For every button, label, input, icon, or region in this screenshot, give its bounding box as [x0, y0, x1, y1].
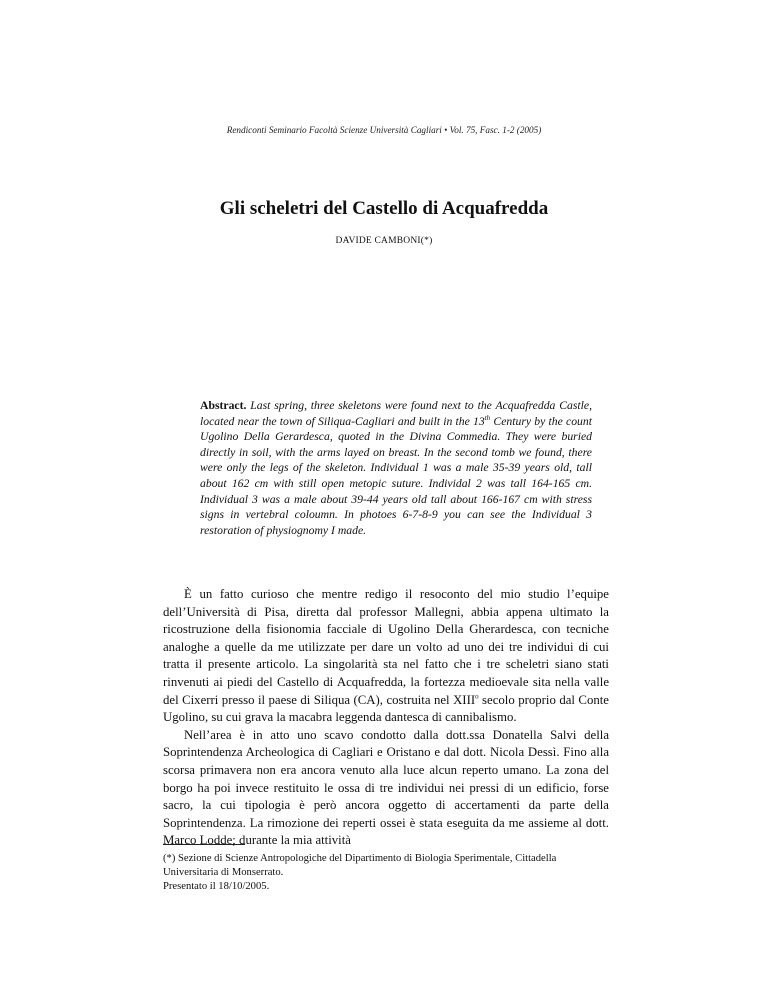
abstract — [200, 398, 592, 538]
abstract-superscript: th — [484, 413, 491, 422]
article-title: Gli scheletri del Castello di Acquafredda — [219, 198, 549, 219]
body-p1-part1: È un fatto curioso che mentre redigo il resoconto del mio studio l’equipe dell’Università di Pisa, diretta dal professor Mallegni, abbia appena ultimato la ricostruzione della fisionomia facciale di Ugolino Della Gherardesca, con tecniche analoghe a quelle da me utilizzate per dare un volto ad uno dei tre individui di cui tratta il presente articolo. La singolarità sta nel fatto che i tre scheletri siano stati rinvenuti ai piedi del Castello di Acquafredda, la fortezza medioevale sita nella valle del Cixerri presso il paese di Siliqua (CA), costruita nel XIII — [163, 587, 609, 707]
body-p1-part2: secolo proprio dal Conte Ugolino, su cui grava la macabra leggenda dantesca di cannibalismo. — [163, 692, 609, 725]
abstract-text-part1: Last spring, three skeletons were found next to the Acquafredda Castle, located near the town of Siliqua-Cagliari and built in the 13 — [200, 399, 592, 428]
body-paragraph-1 — [163, 586, 609, 727]
footnote-presented: Presentato il 18/10/2005. — [163, 881, 270, 893]
body-text — [163, 586, 609, 850]
footnotes — [163, 852, 609, 895]
footnote-affiliation: (*) Sezione di Scienze Antropologiche del Dipartimento di Biologia Sperimentale, Cittadella Universitaria di Monserrato. — [163, 853, 557, 879]
abstract-text-part2: Century by the count Ugolino Della Gerardesca, quoted in the Divina Commedia. They were buried directly in soil, with the arms layed on breast. In the second tomb we found, there were only the legs of the skeleton. Individual 1 was a male 35-39 years old, tall about 162 cm with still open metopic suture. Individal 2 was tall 164-165 cm. Individual 3 was a male about 39-44 years old tall about 166-167 cm with stress signs in vertebral coloumn. In photoes 6-7-8-9 you can see the Individual 3 restoration of physiognomy I made. — [200, 414, 592, 537]
running-header: Rendiconti Seminario Facoltà Scienze Università Cagliari • Vol. 75, Fasc. 1-2 (2005) — [226, 125, 542, 135]
footnote-divider — [163, 844, 245, 845]
abstract-label: Abstract. — [200, 399, 247, 412]
body-paragraph-2: Nell’area è in atto uno scavo condotto dalla dott.ssa Donatella Salvi della Soprintendenza Archeologica di Cagliari e Oristano e dal dott. Nicola Dessì. Fino alla scorsa primavera non era ancora venuto alla luce alcun reperto umano. La zona del borgo ha poi invece restituito le ossa di tre individui nei pressi di un edificio, forse sacro, la cui tipologia è però ancora oggetto di accertamenti da parte della Soprintendenza. La rimozione dei reperti ossei è stata eseguita da me assieme al dott. Marco Lodde; durante la mia attività — [163, 727, 609, 848]
body-p1-superscript: o — [475, 692, 479, 701]
article-author: DAVIDE CAMBONI(*) — [335, 236, 433, 246]
